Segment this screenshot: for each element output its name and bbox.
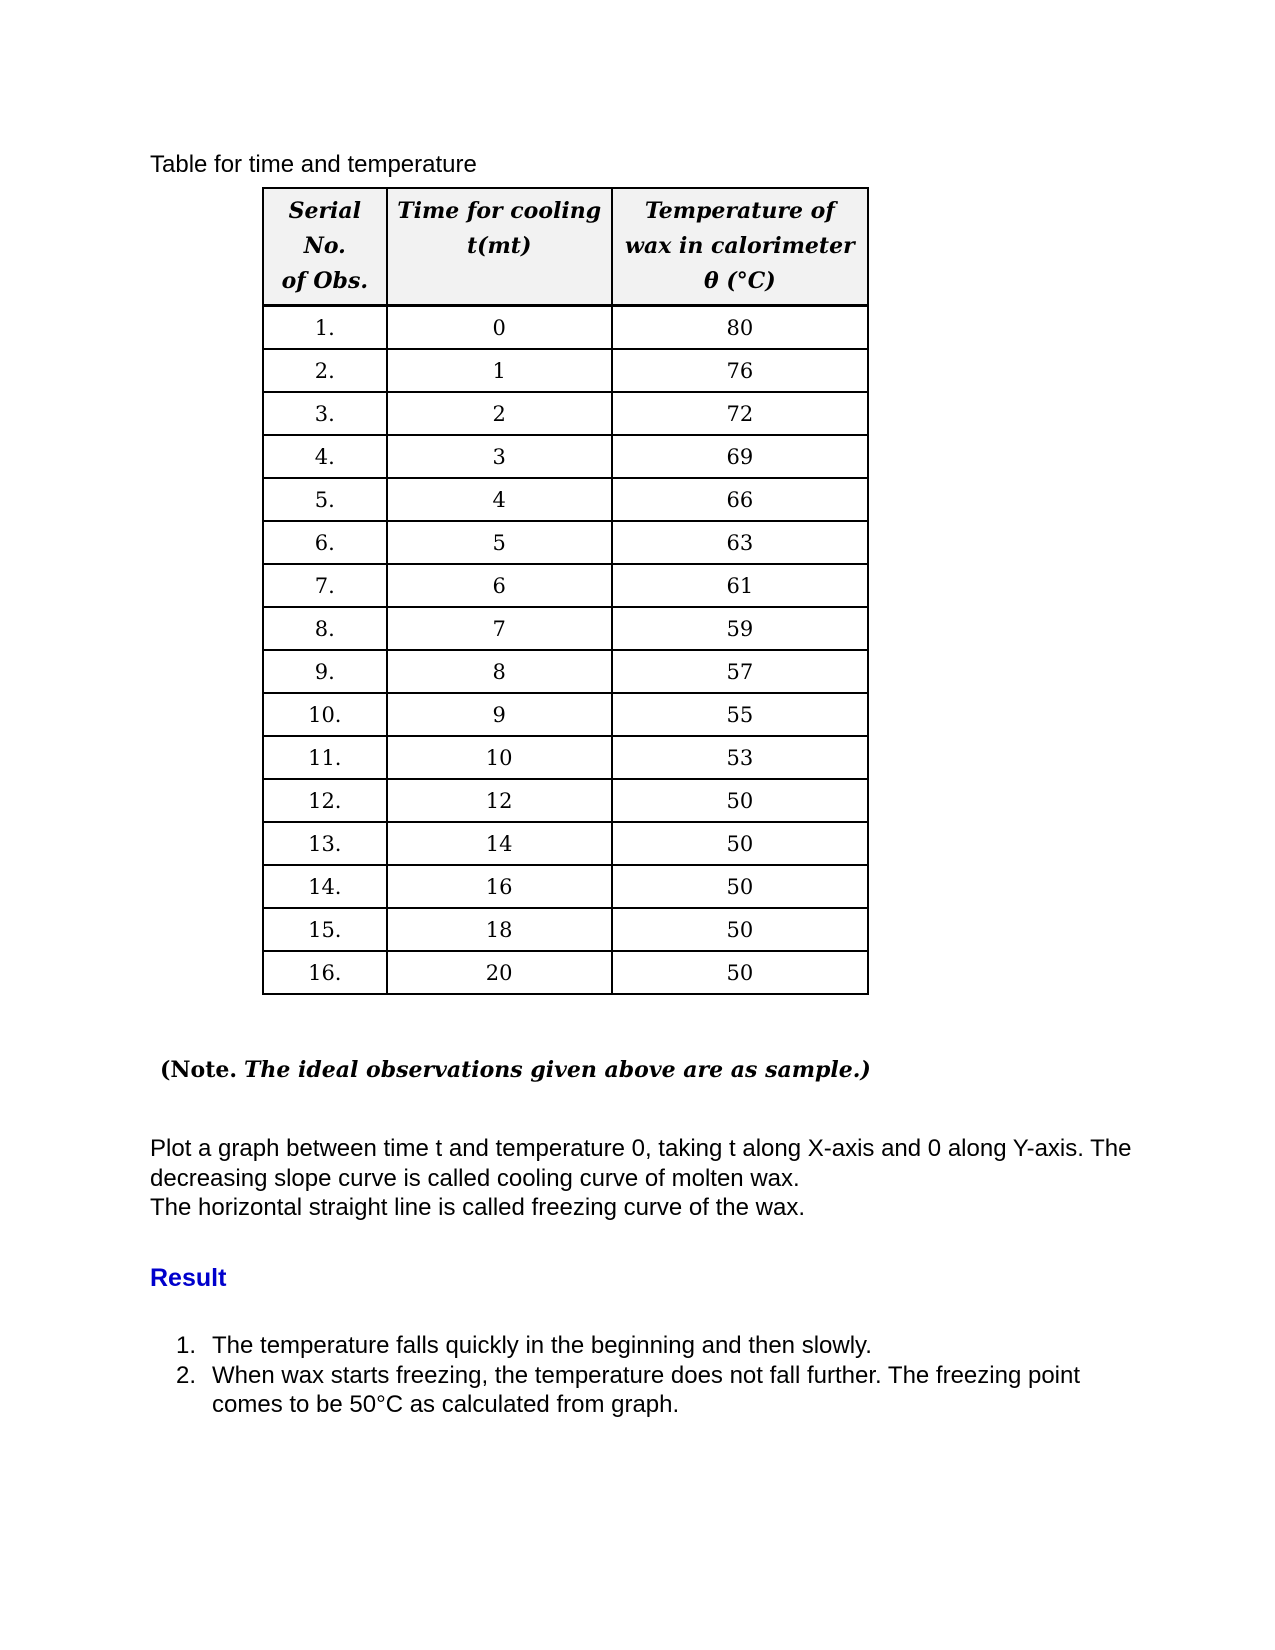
table-row [263,693,868,736]
header-temp-line-3: θ (°C) [704,268,776,294]
cell-time: 5 [387,521,612,564]
cell-serial: 12. [263,779,387,822]
cell-temperature: 50 [612,822,868,865]
cell-serial: 15. [263,908,387,951]
instructions-paragraph [150,1134,1150,1223]
header-temp-line-1: Temperature of [644,198,835,224]
header-time-line-1: Time for cooling [397,198,602,224]
cell-serial: 1. [263,306,387,350]
cell-temperature: 50 [612,779,868,822]
cell-serial: 5. [263,478,387,521]
header-time [387,188,612,306]
cell-serial: 14. [263,865,387,908]
cell-serial: 2. [263,349,387,392]
cell-temperature: 50 [612,908,868,951]
header-serial-no [263,188,387,306]
cell-time: 10 [387,736,612,779]
cell-serial: 7. [263,564,387,607]
cell-temperature: 50 [612,865,868,908]
table-row [263,306,868,350]
table-row [263,822,868,865]
cell-time: 0 [387,306,612,350]
cell-serial: 6. [263,521,387,564]
cell-temperature: 55 [612,693,868,736]
table-row [263,951,868,994]
header-time-line-2: t(mt) [466,233,532,259]
table-row [263,736,868,779]
note-label: (Note. [160,1057,238,1083]
cell-serial: 9. [263,650,387,693]
table-row [263,865,868,908]
instructions-line-2: The horizontal straight line is called freezing curve of the wax. [150,1194,805,1221]
cell-temperature: 76 [612,349,868,392]
result-list [170,1331,1130,1420]
cell-time: 6 [387,564,612,607]
cell-time: 4 [387,478,612,521]
cell-time: 2 [387,392,612,435]
cell-time: 8 [387,650,612,693]
header-temperature [612,188,868,306]
table-note [160,1057,871,1083]
instructions-line-1: Plot a graph between time t and temperature 0, taking t along X-axis and 0 along Y-axis. The decreasing slope curve is called cooling curve of molten wax. [150,1135,1132,1192]
list-item-text: The temperature falls quickly in the beginning and then slowly. [212,1332,872,1359]
header-temp-line-2: wax in calorimeter [625,233,855,259]
cell-temperature: 50 [612,951,868,994]
cell-serial: 16. [263,951,387,994]
cell-time: 16 [387,865,612,908]
list-item-number: 2. [176,1361,197,1389]
cell-temperature: 66 [612,478,868,521]
table-row [263,349,868,392]
cell-time: 12 [387,779,612,822]
cell-time: 18 [387,908,612,951]
cell-serial: 4. [263,435,387,478]
header-serial-line-3: of Obs. [281,268,368,294]
cell-serial: 8. [263,607,387,650]
cell-temperature: 69 [612,435,868,478]
cell-temperature: 80 [612,306,868,350]
cell-temperature: 72 [612,392,868,435]
list-item [170,1331,1130,1361]
list-item [170,1361,1130,1420]
cell-serial: 11. [263,736,387,779]
observation-table [262,187,869,995]
cell-time: 1 [387,349,612,392]
cell-serial: 10. [263,693,387,736]
cell-temperature: 53 [612,736,868,779]
cell-serial: 3. [263,392,387,435]
cell-serial: 13. [263,822,387,865]
table-row [263,564,868,607]
cell-time: 3 [387,435,612,478]
table-header-row [263,188,868,306]
list-item-number: 1. [176,1332,197,1359]
table-row [263,607,868,650]
table-row [263,908,868,951]
cell-temperature: 57 [612,650,868,693]
table-row [263,478,868,521]
header-time-spacer [388,264,611,299]
cell-time: 7 [387,607,612,650]
list-item-text: When wax starts freezing, the temperature does not fall further. The freezing point comes to be 50°C as calculated from graph. [212,1361,1081,1418]
table-caption: Table for time and temperature [150,151,477,178]
cell-time: 9 [387,693,612,736]
table-row [263,521,868,564]
table-row [263,779,868,822]
cell-time: 14 [387,822,612,865]
cell-temperature: 59 [612,607,868,650]
header-serial-line-1: Serial [288,198,362,224]
result-heading: Result [150,1264,227,1292]
cell-temperature: 61 [612,564,868,607]
header-serial-line-2: No. [303,233,346,259]
table-row [263,650,868,693]
cell-time: 20 [387,951,612,994]
table-row [263,435,868,478]
note-text: The ideal observations given above are as sample.) [244,1057,871,1083]
table-row [263,392,868,435]
cell-temperature: 63 [612,521,868,564]
